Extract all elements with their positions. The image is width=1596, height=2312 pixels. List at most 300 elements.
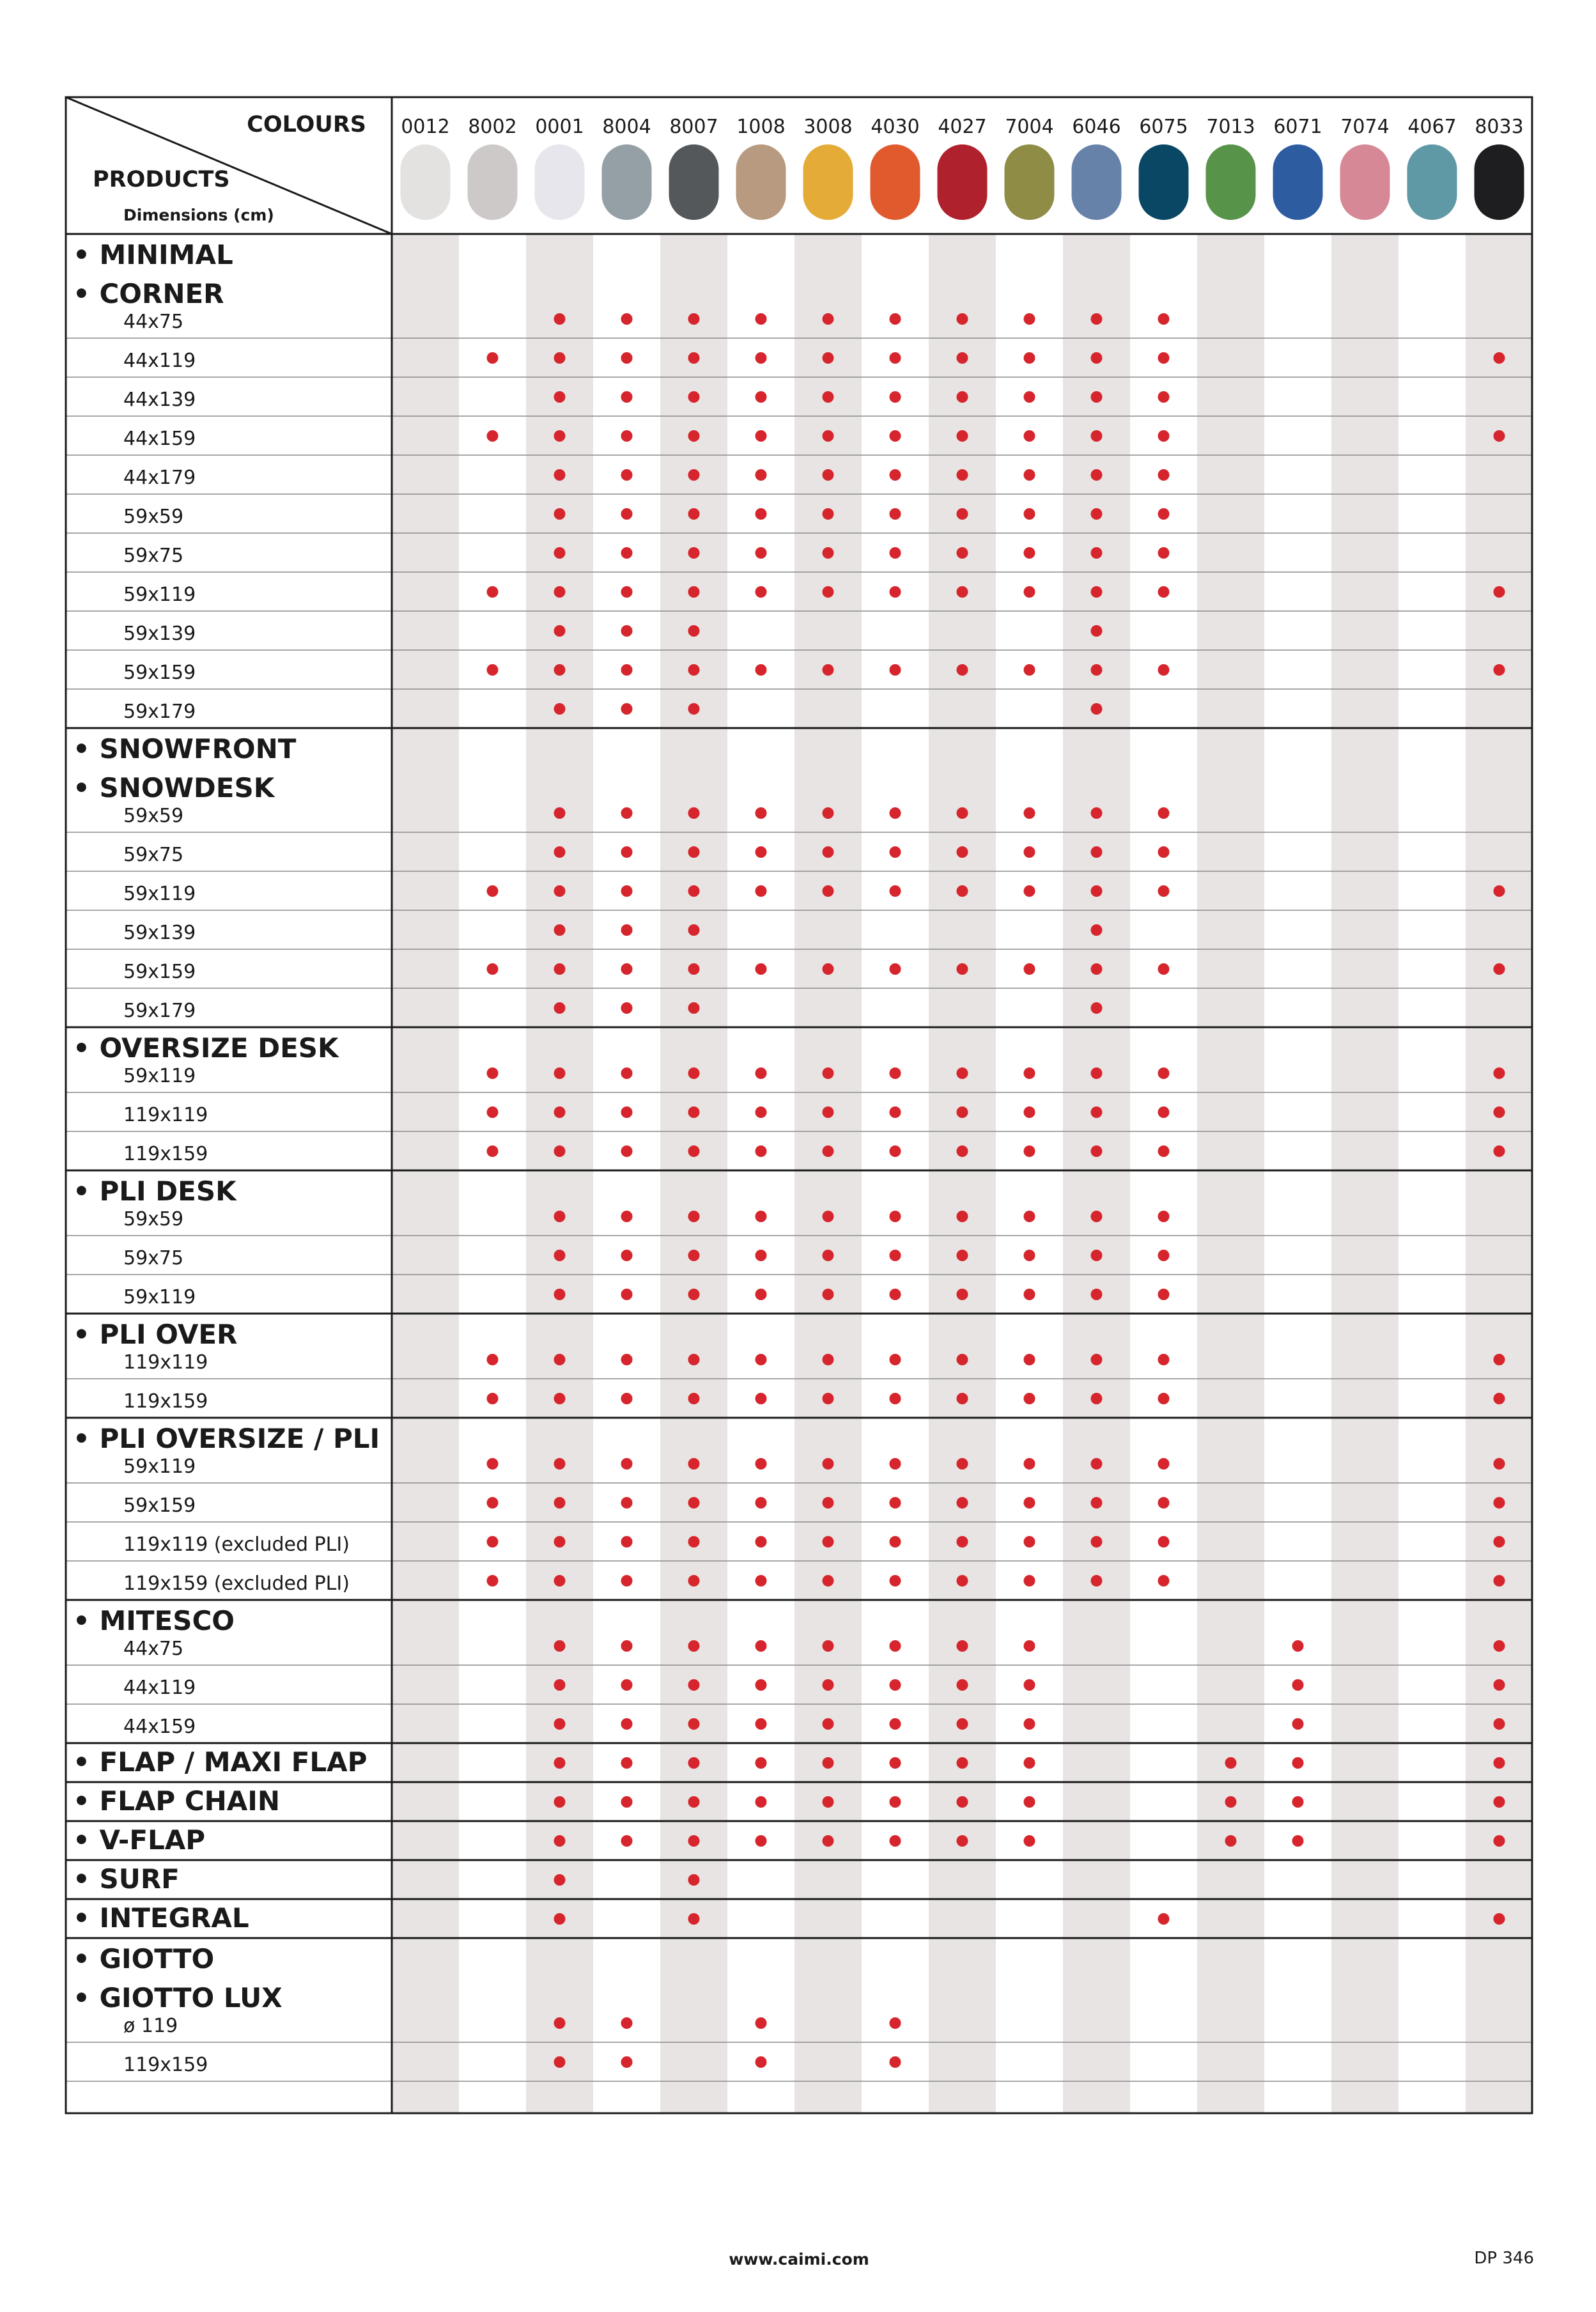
- availability-dot-0-9-4027: [957, 664, 968, 676]
- availability-dot-0-3-8002: [487, 430, 499, 442]
- availability-dot-6-0-3008: [823, 1640, 834, 1652]
- dimension-label-5-0: 59x119: [123, 1455, 196, 1478]
- availability-dot-9-6071: [1292, 1835, 1304, 1847]
- availability-dot-7-6071: [1292, 1757, 1304, 1769]
- availability-dot-8-8004: [621, 1796, 633, 1808]
- availability-dot-1-3-0001: [554, 924, 566, 936]
- availability-dot-6-0-1008: [755, 1640, 767, 1652]
- dimension-label-0-7: 59x119: [123, 584, 196, 606]
- availability-dot-3-2-8007: [688, 1289, 700, 1300]
- colour-code-6075: 6075: [1139, 116, 1188, 138]
- availability-dot-9-4027: [957, 1835, 968, 1847]
- availability-dot-1-2-0001: [554, 885, 566, 897]
- product-name-8-0: • FLAP CHAIN: [73, 1785, 281, 1817]
- availability-dot-3-1-1008: [755, 1250, 767, 1261]
- availability-dot-8-8007: [688, 1796, 700, 1808]
- availability-dot-5-1-6046: [1091, 1497, 1103, 1509]
- availability-dot-0-5-8007: [688, 508, 700, 520]
- colour-swatch-3008: [803, 144, 853, 220]
- availability-dot-0-9-6046: [1091, 664, 1103, 676]
- availability-dot-7-4030: [890, 1757, 901, 1769]
- dimension-label-0-9: 59x159: [123, 662, 196, 684]
- availability-dot-2-2-4027: [957, 1145, 968, 1157]
- availability-dot-5-0-4027: [957, 1458, 968, 1470]
- availability-dot-2-2-6046: [1091, 1145, 1103, 1157]
- product-name-0-0: • MINIMAL: [73, 239, 233, 270]
- availability-dot-3-0-6046: [1091, 1211, 1103, 1222]
- availability-dot-8-0001: [554, 1796, 566, 1808]
- availability-dot-5-3-6075: [1158, 1575, 1170, 1587]
- dimension-label-3-0: 59x59: [123, 1208, 184, 1230]
- availability-dot-3-0-3008: [823, 1211, 834, 1222]
- availability-dot-7-8007: [688, 1757, 700, 1769]
- availability-dot-1-3-8004: [621, 924, 633, 936]
- availability-dot-9-8007: [688, 1835, 700, 1847]
- availability-dot-0-0-0001: [554, 313, 566, 325]
- availability-dot-2-2-4030: [890, 1145, 901, 1157]
- column-stripe-7013: [1197, 234, 1264, 2113]
- availability-dot-5-1-3008: [823, 1497, 834, 1509]
- availability-dot-2-2-8004: [621, 1145, 633, 1157]
- availability-dot-1-1-7004: [1024, 846, 1035, 858]
- availability-dot-5-3-8002: [487, 1575, 499, 1587]
- colour-swatch-7074: [1340, 144, 1390, 220]
- availability-dot-0-5-7004: [1024, 508, 1035, 520]
- availability-dot-5-1-8007: [688, 1497, 700, 1509]
- colour-swatch-4067: [1407, 144, 1457, 220]
- availability-dot-7-8004: [621, 1757, 633, 1769]
- availability-dot-2-0-7004: [1024, 1067, 1035, 1079]
- availability-dot-6-2-4030: [890, 1718, 901, 1730]
- availability-dot-7-7013: [1225, 1757, 1237, 1769]
- availability-dot-0-0-8004: [621, 313, 633, 325]
- availability-dot-4-0-7004: [1024, 1354, 1035, 1365]
- availability-dot-12-0-1008: [755, 2017, 767, 2029]
- availability-dot-0-1-8004: [621, 352, 633, 364]
- availability-dot-5-1-8033: [1494, 1497, 1505, 1509]
- availability-dot-6-0-8004: [621, 1640, 633, 1652]
- availability-dot-0-5-4027: [957, 508, 968, 520]
- availability-dot-6-1-6071: [1292, 1679, 1304, 1691]
- availability-dot-4-0-6075: [1158, 1354, 1170, 1365]
- availability-dot-7-4027: [957, 1757, 968, 1769]
- availability-dot-6-2-4027: [957, 1718, 968, 1730]
- availability-dot-5-3-7004: [1024, 1575, 1035, 1587]
- availability-dot-0-9-3008: [823, 664, 834, 676]
- availability-dot-1-2-8002: [487, 885, 499, 897]
- availability-dot-0-4-8007: [688, 469, 700, 481]
- product-name-10-0: • SURF: [73, 1863, 180, 1895]
- availability-dot-3-0-8004: [621, 1211, 633, 1222]
- colour-code-4027: 4027: [938, 116, 987, 138]
- availability-dot-0-2-6046: [1091, 391, 1103, 403]
- availability-dot-2-0-6046: [1091, 1067, 1103, 1079]
- product-name-11-0: • INTEGRAL: [73, 1902, 249, 1934]
- availability-dot-1-4-8007: [688, 963, 700, 975]
- availability-dot-2-2-8033: [1494, 1145, 1505, 1157]
- availability-dot-0-0-3008: [823, 313, 834, 325]
- availability-dot-0-5-1008: [755, 508, 767, 520]
- availability-dot-12-0-8004: [621, 2017, 633, 2029]
- colour-code-0012: 0012: [401, 116, 450, 138]
- availability-dot-0-5-6046: [1091, 508, 1103, 520]
- availability-dot-9-7013: [1225, 1835, 1237, 1847]
- availability-dot-6-1-8033: [1494, 1679, 1505, 1691]
- availability-dot-0-7-7004: [1024, 586, 1035, 598]
- availability-dot-9-7004: [1024, 1835, 1035, 1847]
- availability-dot-4-0-0001: [554, 1354, 566, 1365]
- availability-dot-1-1-6046: [1091, 846, 1103, 858]
- availability-dot-4-1-8033: [1494, 1393, 1505, 1404]
- availability-dot-12-1-0001: [554, 2056, 566, 2068]
- colour-code-4067: 4067: [1407, 116, 1457, 138]
- availability-dot-11-8033: [1494, 1913, 1505, 1925]
- availability-dot-5-0-1008: [755, 1458, 767, 1470]
- availability-dot-6-0-7004: [1024, 1640, 1035, 1652]
- colour-swatch-0001: [535, 144, 585, 220]
- dimension-label-0-6: 59x75: [123, 545, 184, 567]
- availability-dot-3-1-8004: [621, 1250, 633, 1261]
- availability-dot-8-3008: [823, 1796, 834, 1808]
- availability-dot-0-6-6046: [1091, 547, 1103, 559]
- availability-dot-5-3-4030: [890, 1575, 901, 1587]
- availability-dot-1-0-6075: [1158, 807, 1170, 819]
- availability-dot-0-10-0001: [554, 703, 566, 715]
- dimension-label-12-1: 119x159: [123, 2054, 208, 2076]
- availability-dot-12-0-4030: [890, 2017, 901, 2029]
- dimension-label-0-1: 44x119: [123, 350, 196, 372]
- availability-dot-5-1-8004: [621, 1497, 633, 1509]
- availability-dot-0-2-8004: [621, 391, 633, 403]
- availability-dot-4-1-8002: [487, 1393, 499, 1404]
- dimension-label-1-5: 59x179: [123, 1000, 196, 1022]
- colour-code-8007: 8007: [669, 116, 718, 138]
- column-stripe-0012: [392, 234, 459, 2113]
- availability-dot-0-1-3008: [823, 352, 834, 364]
- availability-dot-5-0-7004: [1024, 1458, 1035, 1470]
- availability-dot-2-0-3008: [823, 1067, 834, 1079]
- availability-dot-6-2-1008: [755, 1718, 767, 1730]
- availability-dot-6-0-4030: [890, 1640, 901, 1652]
- availability-dot-0-5-4030: [890, 508, 901, 520]
- availability-dot-0-4-6075: [1158, 469, 1170, 481]
- availability-dot-3-1-0001: [554, 1250, 566, 1261]
- availability-dot-0-3-8004: [621, 430, 633, 442]
- availability-dot-2-1-1008: [755, 1106, 767, 1118]
- availability-dot-2-0-1008: [755, 1067, 767, 1079]
- availability-dot-3-0-8007: [688, 1211, 700, 1222]
- availability-dot-0-7-1008: [755, 586, 767, 598]
- availability-dot-2-0-8033: [1494, 1067, 1505, 1079]
- dimension-label-1-4: 59x159: [123, 961, 196, 983]
- availability-dot-2-2-8002: [487, 1145, 499, 1157]
- colour-swatch-0012: [401, 144, 451, 220]
- availability-dot-0-6-3008: [823, 547, 834, 559]
- availability-dot-1-5-6046: [1091, 1002, 1103, 1014]
- availability-dot-0-8-8007: [688, 625, 700, 637]
- availability-dot-5-3-1008: [755, 1575, 767, 1587]
- availability-dot-1-2-6046: [1091, 885, 1103, 897]
- product-name-12-0: • GIOTTO: [73, 1943, 215, 1975]
- colour-code-8002: 8002: [468, 116, 517, 138]
- availability-dot-0-7-8033: [1494, 586, 1505, 598]
- availability-dot-5-2-8002: [487, 1536, 499, 1548]
- dimension-label-0-0: 44x75: [123, 311, 184, 333]
- availability-dot-3-0-7004: [1024, 1211, 1035, 1222]
- dimension-label-5-3: 119x159 (excluded PLI): [123, 1572, 350, 1595]
- availability-dot-2-2-1008: [755, 1145, 767, 1157]
- availability-dot-1-4-4027: [957, 963, 968, 975]
- availability-dot-1-2-4030: [890, 885, 901, 897]
- availability-dot-5-2-8004: [621, 1536, 633, 1548]
- colour-swatch-8002: [468, 144, 518, 220]
- availability-dot-0-6-8007: [688, 547, 700, 559]
- availability-dot-1-2-8033: [1494, 885, 1505, 897]
- availability-dot-1-0-4030: [890, 807, 901, 819]
- availability-dot-0-3-4030: [890, 430, 901, 442]
- availability-dot-6-0-8007: [688, 1640, 700, 1652]
- dimension-label-3-2: 59x119: [123, 1286, 196, 1308]
- availability-dot-3-1-8007: [688, 1250, 700, 1261]
- availability-dot-3-1-6046: [1091, 1250, 1103, 1261]
- availability-dot-1-1-3008: [823, 846, 834, 858]
- availability-dot-8-8033: [1494, 1796, 1505, 1808]
- colour-code-8004: 8004: [602, 116, 651, 138]
- availability-dot-4-0-8033: [1494, 1354, 1505, 1365]
- availability-dot-2-1-7004: [1024, 1106, 1035, 1118]
- dimension-label-0-4: 44x179: [123, 467, 196, 489]
- availability-dot-0-9-0001: [554, 664, 566, 676]
- availability-dot-9-8033: [1494, 1835, 1505, 1847]
- availability-dot-5-1-0001: [554, 1497, 566, 1509]
- availability-dot-5-1-8002: [487, 1497, 499, 1509]
- availability-dot-5-2-4030: [890, 1536, 901, 1548]
- availability-dot-0-4-4030: [890, 469, 901, 481]
- dimension-label-6-1: 44x119: [123, 1677, 196, 1699]
- availability-dot-0-3-8033: [1494, 430, 1505, 442]
- availability-dot-0-9-1008: [755, 664, 767, 676]
- availability-dot-1-0-3008: [823, 807, 834, 819]
- availability-dot-0-7-8004: [621, 586, 633, 598]
- availability-dot-2-2-3008: [823, 1145, 834, 1157]
- availability-dot-0-3-6075: [1158, 430, 1170, 442]
- availability-dot-12-1-8004: [621, 2056, 633, 2068]
- colour-swatch-8033: [1475, 144, 1524, 220]
- availability-dot-6-0-4027: [957, 1640, 968, 1652]
- dimension-label-5-2: 119x119 (excluded PLI): [123, 1533, 350, 1556]
- availability-dot-0-1-4027: [957, 352, 968, 364]
- dimension-label-0-2: 44x139: [123, 389, 196, 411]
- availability-dot-0-0-7004: [1024, 313, 1035, 325]
- colour-code-7013: 7013: [1206, 116, 1255, 138]
- availability-dot-5-2-3008: [823, 1536, 834, 1548]
- availability-dot-6-2-3008: [823, 1718, 834, 1730]
- availability-dot-0-1-1008: [755, 352, 767, 364]
- availability-dot-12-0-0001: [554, 2017, 566, 2029]
- availability-dot-1-0-1008: [755, 807, 767, 819]
- availability-dot-2-1-0001: [554, 1106, 566, 1118]
- availability-dot-5-2-0001: [554, 1536, 566, 1548]
- availability-dot-1-2-7004: [1024, 885, 1035, 897]
- availability-dot-0-6-7004: [1024, 547, 1035, 559]
- availability-dot-9-0001: [554, 1835, 566, 1847]
- availability-dot-6-2-0001: [554, 1718, 566, 1730]
- availability-dot-2-1-8033: [1494, 1106, 1505, 1118]
- availability-dot-6-1-7004: [1024, 1679, 1035, 1691]
- product-name-5-0: • PLI OVERSIZE / PLI: [73, 1423, 380, 1454]
- availability-dot-0-3-3008: [823, 430, 834, 442]
- availability-dot-9-4030: [890, 1835, 901, 1847]
- product-name-12-1: • GIOTTO LUX: [73, 1982, 283, 2013]
- availability-dot-1-0-8004: [621, 807, 633, 819]
- availability-dot-7-3008: [823, 1757, 834, 1769]
- product-name-3-0: • PLI DESK: [73, 1175, 236, 1207]
- availability-dot-11-6075: [1158, 1913, 1170, 1925]
- availability-dot-0-6-6075: [1158, 547, 1170, 559]
- availability-dot-6-0-8033: [1494, 1640, 1505, 1652]
- colour-code-3008: 3008: [803, 116, 853, 138]
- availability-dot-1-1-4027: [957, 846, 968, 858]
- colour-swatch-8004: [602, 144, 652, 220]
- availability-dot-5-1-4030: [890, 1497, 901, 1509]
- availability-dot-0-1-8002: [487, 352, 499, 364]
- product-name-0-1: • CORNER: [73, 278, 224, 309]
- availability-dot-5-3-3008: [823, 1575, 834, 1587]
- availability-dot-6-0-0001: [554, 1640, 566, 1652]
- availability-dot-5-0-8007: [688, 1458, 700, 1470]
- availability-dot-7-7004: [1024, 1757, 1035, 1769]
- availability-dot-2-1-8004: [621, 1106, 633, 1118]
- availability-dot-4-1-6046: [1091, 1393, 1103, 1404]
- availability-dot-3-1-7004: [1024, 1250, 1035, 1261]
- colour-code-6046: 6046: [1072, 116, 1121, 138]
- availability-dot-0-5-6075: [1158, 508, 1170, 520]
- availability-dot-10-0001: [554, 1874, 566, 1886]
- availability-dot-0-8-6046: [1091, 625, 1103, 637]
- availability-dot-0-2-0001: [554, 391, 566, 403]
- availability-dot-1-4-8004: [621, 963, 633, 975]
- availability-dot-0-7-0001: [554, 586, 566, 598]
- availability-dot-0-6-8004: [621, 547, 633, 559]
- availability-dot-8-4027: [957, 1796, 968, 1808]
- availability-dot-6-1-1008: [755, 1679, 767, 1691]
- availability-dot-1-2-1008: [755, 885, 767, 897]
- availability-dot-4-1-8007: [688, 1393, 700, 1404]
- availability-dot-0-5-3008: [823, 508, 834, 520]
- availability-dot-1-1-6075: [1158, 846, 1170, 858]
- availability-dot-4-0-1008: [755, 1354, 767, 1365]
- availability-dot-0-5-8004: [621, 508, 633, 520]
- dimension-label-1-3: 59x139: [123, 922, 196, 944]
- availability-dot-5-2-4027: [957, 1536, 968, 1548]
- availability-dot-2-1-8007: [688, 1106, 700, 1118]
- availability-dot-6-2-8033: [1494, 1718, 1505, 1730]
- product-name-6-0: • MITESCO: [73, 1605, 235, 1636]
- availability-dot-3-2-7004: [1024, 1289, 1035, 1300]
- availability-dot-0-0-4030: [890, 313, 901, 325]
- availability-dot-4-1-1008: [755, 1393, 767, 1404]
- availability-dot-4-0-4027: [957, 1354, 968, 1365]
- availability-dot-5-3-8004: [621, 1575, 633, 1587]
- availability-dot-5-2-6046: [1091, 1536, 1103, 1548]
- availability-dot-5-1-4027: [957, 1497, 968, 1509]
- availability-dot-3-0-0001: [554, 1211, 566, 1222]
- availability-dot-4-1-4027: [957, 1393, 968, 1404]
- availability-dot-0-9-7004: [1024, 664, 1035, 676]
- dimension-label-0-8: 59x139: [123, 623, 196, 645]
- availability-dot-6-1-4030: [890, 1679, 901, 1691]
- availability-dot-5-0-8002: [487, 1458, 499, 1470]
- availability-dot-4-0-8004: [621, 1354, 633, 1365]
- availability-dot-1-4-7004: [1024, 963, 1035, 975]
- availability-dot-0-0-8007: [688, 313, 700, 325]
- dimension-label-3-1: 59x75: [123, 1247, 184, 1269]
- colour-swatch-7013: [1206, 144, 1256, 220]
- availability-dot-8-7013: [1225, 1796, 1237, 1808]
- availability-dot-9-1008: [755, 1835, 767, 1847]
- availability-dot-4-1-7004: [1024, 1393, 1035, 1404]
- availability-dot-4-1-4030: [890, 1393, 901, 1404]
- availability-dot-1-2-4027: [957, 885, 968, 897]
- dimension-label-1-0: 59x59: [123, 805, 184, 827]
- dimensions-label: Dimensions (cm): [123, 206, 274, 224]
- availability-dot-0-6-4027: [957, 547, 968, 559]
- dimension-label-0-3: 44x159: [123, 428, 196, 450]
- products-label: PRODUCTS: [93, 167, 230, 192]
- availability-dot-3-0-1008: [755, 1211, 767, 1222]
- product-name-7-0: • FLAP / MAXI FLAP: [73, 1746, 368, 1778]
- colour-code-6071: 6071: [1273, 116, 1322, 138]
- availability-dot-1-2-6075: [1158, 885, 1170, 897]
- availability-dot-1-4-6046: [1091, 963, 1103, 975]
- availability-dot-0-9-8033: [1494, 664, 1505, 676]
- availability-dot-0-9-4030: [890, 664, 901, 676]
- availability-dot-1-1-4030: [890, 846, 901, 858]
- availability-dot-2-2-6075: [1158, 1145, 1170, 1157]
- availability-dot-5-0-0001: [554, 1458, 566, 1470]
- availability-dot-5-3-8007: [688, 1575, 700, 1587]
- availability-dot-1-5-0001: [554, 1002, 566, 1014]
- availability-dot-8-1008: [755, 1796, 767, 1808]
- dimension-label-4-1: 119x159: [123, 1390, 208, 1413]
- dimension-label-6-0: 44x75: [123, 1638, 184, 1660]
- footer-url[interactable]: www.caimi.com: [729, 2250, 869, 2269]
- availability-dot-3-2-6046: [1091, 1289, 1103, 1300]
- availability-dot-0-3-1008: [755, 430, 767, 442]
- availability-dot-2-0-0001: [554, 1067, 566, 1079]
- availability-dot-2-0-8004: [621, 1067, 633, 1079]
- availability-dot-5-0-6046: [1091, 1458, 1103, 1470]
- availability-dot-11-0001: [554, 1913, 566, 1925]
- colour-code-0001: 0001: [535, 116, 584, 138]
- availability-dot-2-2-7004: [1024, 1145, 1035, 1157]
- availability-dot-0-2-3008: [823, 391, 834, 403]
- availability-dot-6-2-7004: [1024, 1718, 1035, 1730]
- availability-dot-1-4-4030: [890, 963, 901, 975]
- availability-dot-0-3-6046: [1091, 430, 1103, 442]
- dimension-label-6-2: 44x159: [123, 1716, 196, 1738]
- dimension-label-0-5: 59x59: [123, 506, 184, 528]
- availability-dot-6-2-6071: [1292, 1718, 1304, 1730]
- availability-dot-8-7004: [1024, 1796, 1035, 1808]
- availability-dot-1-3-8007: [688, 924, 700, 936]
- availability-dot-4-0-8002: [487, 1354, 499, 1365]
- availability-dot-8-4030: [890, 1796, 901, 1808]
- dimension-label-2-0: 59x119: [123, 1065, 196, 1087]
- availability-dot-6-2-8007: [688, 1718, 700, 1730]
- availability-dot-0-2-1008: [755, 391, 767, 403]
- availability-dot-0-0-1008: [755, 313, 767, 325]
